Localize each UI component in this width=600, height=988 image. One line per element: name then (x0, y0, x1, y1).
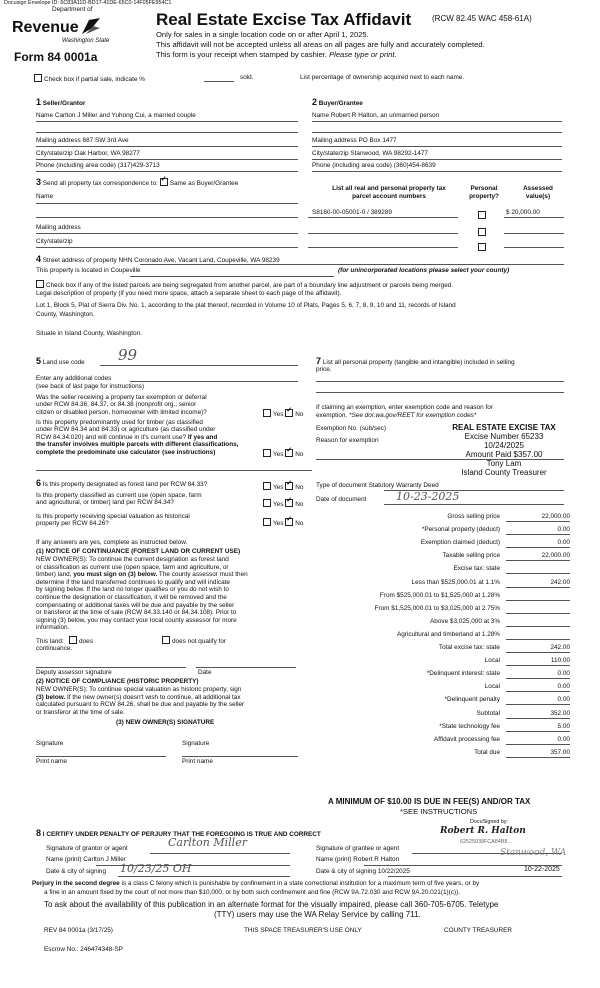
this-land-label: This land: (36, 638, 64, 645)
continuance-label: continuance. (36, 645, 73, 652)
compliance-text-3: calculated pursuant to RCW 84.26, shall be due and payable by the seller (36, 701, 245, 709)
seller-heading: Seller/Grantor (42, 100, 86, 107)
header-note-3b: Please type or print. (329, 50, 397, 59)
continuance-text-5: by signing below. If the land no longer qualifies or you do not wish to (36, 586, 229, 594)
agency-logo-text: Revenue (12, 19, 79, 36)
street-address-label: Street address of property (42, 257, 117, 264)
calc-underline (506, 560, 570, 561)
does-not-qualify-checkbox[interactable] (162, 636, 170, 644)
calc-label: Subtotal (476, 709, 500, 717)
minimum-due-note: A MINIMUM OF $10.00 IS DUE IN FEE(S) AND/OR TAX (328, 797, 531, 806)
historic-yes-label: Yes (273, 520, 284, 527)
sec3-city-label: City/state/zip (36, 238, 73, 245)
does-qualify-checkbox[interactable] (69, 636, 77, 644)
continuance-text-3c: The county assessor must then (158, 571, 248, 579)
certify-heading: I CERTIFY UNDER PENALTY OF PERJURY THAT THE FOREGOING IS TRUE AND CORRECT (42, 831, 321, 838)
tax-correspondence-label: Send all property tax correspondence to: (42, 180, 158, 187)
form-number: Form 84 0001a (14, 50, 98, 64)
land-use-code-field[interactable]: 99 (118, 346, 138, 364)
calc-underline (506, 731, 570, 732)
grantor-date-field[interactable]: 10/23/25 OH (120, 862, 192, 875)
located-in-field[interactable]: Coupeville (110, 267, 141, 274)
form-reference: (RCW 82.45 WAC 458-61A) (432, 14, 532, 23)
page-title: Real Estate Excise Tax Affidavit (156, 10, 412, 29)
seller-phone-field[interactable]: (317)429-3713 (117, 162, 160, 169)
timber-question-e: complete the predominate use calculator (see instructions) (36, 448, 216, 456)
see-instructions-note: *SEE INSTRUCTIONS (400, 807, 478, 816)
document-date-label: Date of document (316, 496, 367, 503)
grantee-name-field[interactable]: Robert R Halton (353, 856, 400, 863)
calc-underline (506, 573, 570, 574)
current-use-no-checkbox[interactable] (285, 499, 293, 507)
docusigned-label: DocuSigned by: (470, 819, 509, 825)
grantee-signature-image: Robert R. Halton (440, 826, 526, 836)
calc-value[interactable]: 22,000.00 (541, 513, 570, 520)
legal-description-line-2[interactable]: County, Washington. (36, 311, 95, 318)
perjury-text-2: a fine in an amount fixed by the court of not more than $10,000, or by both such confinement and fine (RCW 9A.72.030 and RCW 9A.20.021(1)(c)). (44, 889, 460, 896)
grantor-signature-image: Carlton Miller (168, 836, 247, 849)
calc-underline (506, 691, 570, 692)
grantee-date-label: Date & city of signing (316, 868, 377, 875)
calc-label: From $525,000.01 to $1,525,000 at 1.28% (379, 591, 500, 599)
assessed-col-header: Assessed (523, 185, 553, 192)
historic-no-label: No (295, 520, 304, 527)
forest-no-checkbox[interactable] (285, 482, 293, 490)
stamp-title: REAL ESTATE EXCISE TAX (452, 423, 556, 432)
grantee-city-handwritten: Stanwood, WA (500, 848, 567, 858)
does-not-label: does not qualify for (172, 638, 226, 645)
historic-question-a: Is this property receiving special valuation as historical (36, 513, 190, 520)
buyer-name-field[interactable]: Robert R Halton, an unmarried person (330, 112, 440, 119)
notice-continuance-heading: (1) NOTICE OF CONTINUANCE (FOREST LAND OR CURRENT USE) (36, 548, 241, 555)
forest-yes-checkbox[interactable] (263, 482, 271, 490)
document-type-field[interactable]: Statutory Warranty Deed (368, 482, 439, 489)
compliance-text-2a: (3) below. (36, 693, 66, 701)
located-in-label: This property is located in (36, 267, 109, 274)
assessed-value[interactable]: $ 20,000.00 (506, 209, 540, 216)
exemption-no-checkbox[interactable] (285, 409, 293, 417)
timber-yes-label: Yes (273, 451, 284, 458)
alt-format-line-1: To ask about the availability of this publication in an alternate format for the visually impaired, please call 360-705-6705. Teletype (44, 900, 499, 909)
claim-exemption-label: If claiming an exemption, enter exemption code and reason for (316, 404, 493, 411)
calc-label: *Personal property (deduct) (421, 526, 500, 534)
continuance-text-3b: you must sign on (3) below. (73, 571, 158, 579)
timber-question-c2: If yes and (187, 433, 218, 441)
deputy-assessor-label: Deputy assessor signature (36, 669, 112, 676)
parcel-col-header-2: parcel account numbers (352, 193, 426, 200)
exemption-reason-label: Reason for exemption (316, 437, 379, 444)
calc-label: Local (484, 683, 500, 691)
exemption-codes-note: *See dor.wa.gov/REET for exemption codes* (349, 412, 477, 419)
seller-name-field[interactable]: Carlton J Miller and Yuhong Cui, a married couple (54, 112, 196, 119)
calc-label: Excise tax: state (453, 565, 500, 573)
sec3-name-label: Name (36, 193, 54, 200)
sec3-mail-label: Mailing address (36, 224, 81, 231)
timber-question-b: under RCW 84.34 and 84.33) or agriculture (as classified under (36, 426, 216, 434)
calc-underline (506, 600, 570, 601)
stamp-date: 10/24/2025 (483, 441, 525, 450)
docusign-id: 62525038FCA84B8... (460, 839, 512, 845)
legal-description-line-1[interactable]: Lot 1, Block 5, Plat of Sierra Div. No. 1, according to the plat thereof, recorded in Volume 10 of Plats, Pages 5, 6, 7, 8, 9, 10 and 11, records of Island (36, 302, 456, 309)
calc-value[interactable]: 357.00 (550, 748, 570, 756)
county-treasurer-label: COUNTY TREASURER (444, 927, 512, 934)
seller-city-label: City/state/zip (36, 150, 73, 157)
timber-yes-checkbox[interactable] (263, 449, 271, 457)
compliance-text-4: or transferor at the time of sale. (36, 708, 125, 716)
continuance-text-4: determine if the land transferred continues to qualify and will indicate (36, 578, 230, 586)
timber-question-c: RCW 84.34.020) and will continue in it's current use? (36, 433, 187, 441)
notice-compliance-heading: (2) NOTICE OF COMPLIANCE (HISTORIC PROPERTY) (36, 678, 199, 685)
calc-label: Total excise tax: state (438, 644, 500, 651)
grantor-name-field[interactable]: Carlton J Miller (83, 856, 126, 863)
calc-value[interactable]: 352.00 (550, 709, 570, 717)
current-use-no-label: No (295, 501, 304, 508)
current-use-yes-checkbox[interactable] (263, 499, 271, 507)
revenue-logo-icon (80, 16, 102, 36)
header-note-2: This affidavit will not be accepted unless all areas on all pages are fully and accurately completed. (156, 40, 485, 49)
seller-mail-field[interactable]: 687 SW 3rd Ave (82, 137, 129, 144)
perjury-bold: Perjury in the second degree (32, 880, 120, 887)
calc-value[interactable]: 242.00 (550, 644, 570, 651)
seller-phone-label: Phone (including area code) (36, 162, 116, 169)
buyer-name-label: Name (312, 112, 330, 119)
continuance-text-6: continue the designation or classification, it will be removed and the (36, 593, 227, 601)
grantee-signature-label: Signature of grantee or agent (316, 845, 400, 852)
perjury-text-1: is a class C felony which is punishable by confinement in a state correctional institution for a maximum term of five years, or by (121, 880, 480, 887)
partial-sale-checkbox[interactable] (34, 74, 42, 82)
alt-format-line-2: (TTY) users may use the WA Relay Service by calling 711. (214, 910, 421, 919)
grantor-signature-label: Signature of grantor or agent (46, 845, 128, 852)
calc-label: Affidavit processing fee (434, 735, 500, 743)
stamp-amount-paid: Amount Paid $357.00 (465, 450, 543, 459)
personal-property-checkbox-3[interactable] (478, 243, 486, 251)
calc-value[interactable]: 110.00 (550, 657, 570, 665)
calc-underline (506, 665, 570, 666)
additional-codes-label: Enter any additional codes (36, 375, 112, 382)
grantee-date-field[interactable]: 10/22/2025 (377, 868, 410, 875)
continuance-text-1: NEW OWNER(S): To continue the current designation as forest land (36, 556, 229, 563)
owner-print-label-1: Print name (36, 758, 67, 765)
if-yes-note: If any answers are yes, complete as instructed below. (36, 539, 188, 546)
calc-value[interactable]: 242.00 (550, 578, 570, 586)
located-note: (for unincorporated locations please select your county) (338, 267, 510, 274)
continuance-text-2: or classification as current use (open space, farm and agriculture, or (36, 563, 229, 571)
parcel-col-header: List all real and personal property tax (332, 185, 446, 192)
calc-value[interactable]: 0.00 (557, 670, 570, 678)
calc-label: *State technology fee (439, 722, 500, 730)
header-note-3: This form is your receipt when stamped by cashier. (156, 50, 327, 59)
department-label: Department of (52, 6, 93, 13)
owner-signature-label-1: Signature (36, 740, 64, 747)
deputy-date-label: Date (198, 669, 212, 676)
calc-underline (506, 626, 570, 627)
continuance-text-10: information. (36, 624, 70, 632)
calc-label: Total due (474, 748, 500, 756)
calc-label: Exemption claimed (deduct) (420, 539, 500, 547)
legal-description-label: Legal description of property (if you need more space, attach a separate sheet to each page of the affidavit). (36, 290, 342, 297)
current-use-question-b: and agricultural, or timber) land per RCW 84.34? (36, 499, 174, 507)
forest-no-label: No (295, 484, 304, 491)
buyer-phone-field[interactable]: (360)454-8639 (393, 162, 436, 169)
situate-text[interactable]: Situate in Island County, Washington. (36, 330, 142, 337)
calc-value[interactable]: 0.00 (557, 696, 570, 704)
document-date-field[interactable]: 10-23-2025 (396, 490, 460, 503)
escrow-number: Escrow No.: 246474348-SP (44, 946, 123, 953)
personal-col-header: Personal (470, 185, 498, 192)
stamp-excise-number: Excise Number 65233 (464, 432, 544, 441)
calc-underline (506, 534, 570, 535)
exemption-question-1b: under RCW 84.36, 84.37, or 84.38 (nonprofit org., senior (36, 401, 197, 409)
personal-property-checkbox-2[interactable] (478, 228, 486, 236)
calc-value[interactable]: 0.00 (557, 539, 570, 547)
ownership-note: List percentage of ownership acquired next to each name. (300, 74, 465, 81)
calc-label: Less than $525,000.01 at 1.1% (411, 578, 500, 586)
personal-property-list-label-2: price. (316, 366, 332, 373)
calc-underline (506, 744, 570, 745)
same-as-buyer-checkbox[interactable] (160, 178, 168, 186)
calc-label: Above $3,025,000 at 3% (430, 617, 500, 625)
calc-value[interactable]: 0.00 (557, 683, 570, 691)
calc-label: Gross selling price (447, 513, 500, 520)
calc-label: Agricultural and timberland at 1.28% (396, 630, 500, 638)
calc-underline (506, 757, 570, 758)
historic-question-b: property per RCW 84.26? (36, 520, 109, 528)
exemption-question-1a: Was the seller receiving a property tax exemption or deferral (36, 394, 207, 401)
exemption-no-label: No (295, 411, 304, 418)
personal-property-list-label: List all personal property (tangible and intangible) included in selling (322, 359, 515, 366)
same-as-buyer-label: Same as Buyer/Grantee (169, 180, 239, 187)
calc-value[interactable]: 0.00 (557, 735, 570, 743)
grantee-date-stamp: 10-22-2025 (524, 866, 560, 873)
document-type-label: Type of document (316, 482, 367, 489)
current-use-yes-label: Yes (273, 501, 284, 508)
calc-underline (506, 639, 570, 640)
exemption-yes-checkbox[interactable] (263, 409, 271, 417)
street-address-field[interactable]: NHN Coronado Ave, Vacant Land, Coupeville, WA 98239 (118, 257, 280, 264)
grantor-name-label: Name (print) (46, 856, 82, 863)
calc-value[interactable]: 22,000.00 (541, 552, 570, 560)
calc-underline (506, 547, 570, 548)
calc-value[interactable]: 5.00 (557, 722, 570, 730)
timber-question-a: Is this property predominantly used for timber (as classified (36, 419, 203, 426)
buyer-mail-label: Mailing address (312, 137, 357, 144)
parcel-number[interactable]: S8160-00-05001-0 / 389289 (312, 209, 392, 216)
calc-underline (506, 678, 570, 679)
new-owner-signature-heading: (3) NEW OWNER(S) SIGNATURE (116, 719, 215, 726)
seller-name-label: Name (36, 112, 54, 119)
stamp-treasurer-name: Tony Lam (486, 459, 522, 468)
revision-label: REV 84 0001a (3/17/25) (44, 927, 113, 934)
historic-yes-checkbox[interactable] (263, 518, 271, 526)
calc-label: Local (484, 657, 500, 665)
calc-underline (506, 521, 570, 522)
grantee-name-label: Name (print) (316, 856, 352, 863)
owner-signature-label-2: Signature (182, 740, 210, 747)
partial-sale-label: Check box if partial sale, indicate % (44, 76, 145, 83)
calc-label: From $1,525,000.01 to $3,025,000 at 2.75% (374, 604, 500, 612)
timber-question-d: the transfer involves multiple parcels with different classifications, (36, 441, 239, 449)
timber-no-checkbox[interactable] (285, 449, 293, 457)
seller-mail-label: Mailing address (36, 137, 81, 144)
additional-codes-note: (see back of last page for instructions) (36, 383, 144, 390)
calc-underline (506, 613, 570, 614)
land-use-code-label: Land use code (42, 359, 85, 366)
calc-underline (506, 704, 570, 705)
compliance-text-2b: If the new owner(s) doesn't wish to continue, all additional tax (67, 693, 241, 701)
buyer-mail-field[interactable]: PO Box 1477 (358, 137, 397, 144)
calc-label: Taxable selling price (442, 552, 500, 560)
state-label: Washington State (62, 38, 110, 44)
personal-col-header-2: property? (469, 193, 499, 200)
calc-underline (506, 587, 570, 588)
owner-print-label-2: Print name (182, 758, 213, 765)
continuance-text-9: signing (3) below, you may contact your local county assessor for more (36, 616, 237, 624)
envelope-id: Docusign Envelope ID: 6C83A11D-BD17-41DE-65C0-14F05FE954C1 (4, 0, 172, 6)
stamp-treasurer-title: Island County Treasurer (461, 468, 547, 477)
timber-no-label: No (295, 451, 304, 458)
calc-label: *Delinquent penalty (444, 696, 500, 704)
forest-yes-label: Yes (273, 484, 284, 491)
segregated-label: Check box if any of the listed parcels are being segregated from another parcel, are part of a boundary line adjustment or parcels being merged. (46, 282, 454, 289)
header-note-1: Only for sales in a single location code on or after April 1, 2025. (156, 30, 369, 39)
exemption-number-label: Exemption No. (sub/sec) (316, 425, 386, 432)
calc-label: *Delinquent interest: state (426, 670, 500, 678)
buyer-phone-label: Phone (including area code) (312, 162, 392, 169)
buyer-city-field[interactable]: Stanwood, WA 98292-1477 (350, 150, 428, 157)
grantor-date-label: Date & city of signing (46, 868, 107, 875)
continuance-text-7: compensating or additional taxes will be due and payable by the seller (36, 601, 235, 609)
assessed-col-header-2: value(s) (525, 193, 551, 200)
does-label: does (79, 638, 93, 645)
segregated-checkbox[interactable] (36, 280, 44, 288)
exemption-question-1c: citizen or disabled person, homeowner with limited income)? (36, 408, 207, 416)
calc-underline (506, 652, 570, 653)
buyer-city-label: City/state/zip (312, 150, 349, 157)
personal-property-checkbox-1[interactable] (478, 211, 486, 219)
seller-city-field[interactable]: Oak Harbor, WA 98277 (74, 150, 140, 157)
treasurer-use-label: THIS SPACE TREASURER'S USE ONLY (244, 927, 362, 934)
calc-value[interactable]: 0.00 (557, 526, 570, 534)
continuance-text-8: or transferor at the time of sale (RCW 84.33.140 or 84.34.108). Prior to (36, 609, 237, 617)
buyer-heading: Buyer/Grantee (318, 100, 363, 107)
compliance-text-1: NEW OWNER(S): To continue special valuation as historic property, sign (36, 686, 242, 693)
forest-land-question: Is this property designated as forest land per RCW 84.33? (42, 481, 208, 488)
calc-underline (506, 718, 570, 719)
exemption-yes-label: Yes (273, 411, 284, 418)
partial-sold-label: sold. (240, 74, 254, 81)
claim-exemption-label-2: exemption. (316, 412, 348, 419)
historic-no-checkbox[interactable] (285, 518, 293, 526)
continuance-text-3: timber) land, (36, 571, 72, 579)
current-use-question-a: Is this property classified as current use (open space, farm (36, 492, 202, 499)
